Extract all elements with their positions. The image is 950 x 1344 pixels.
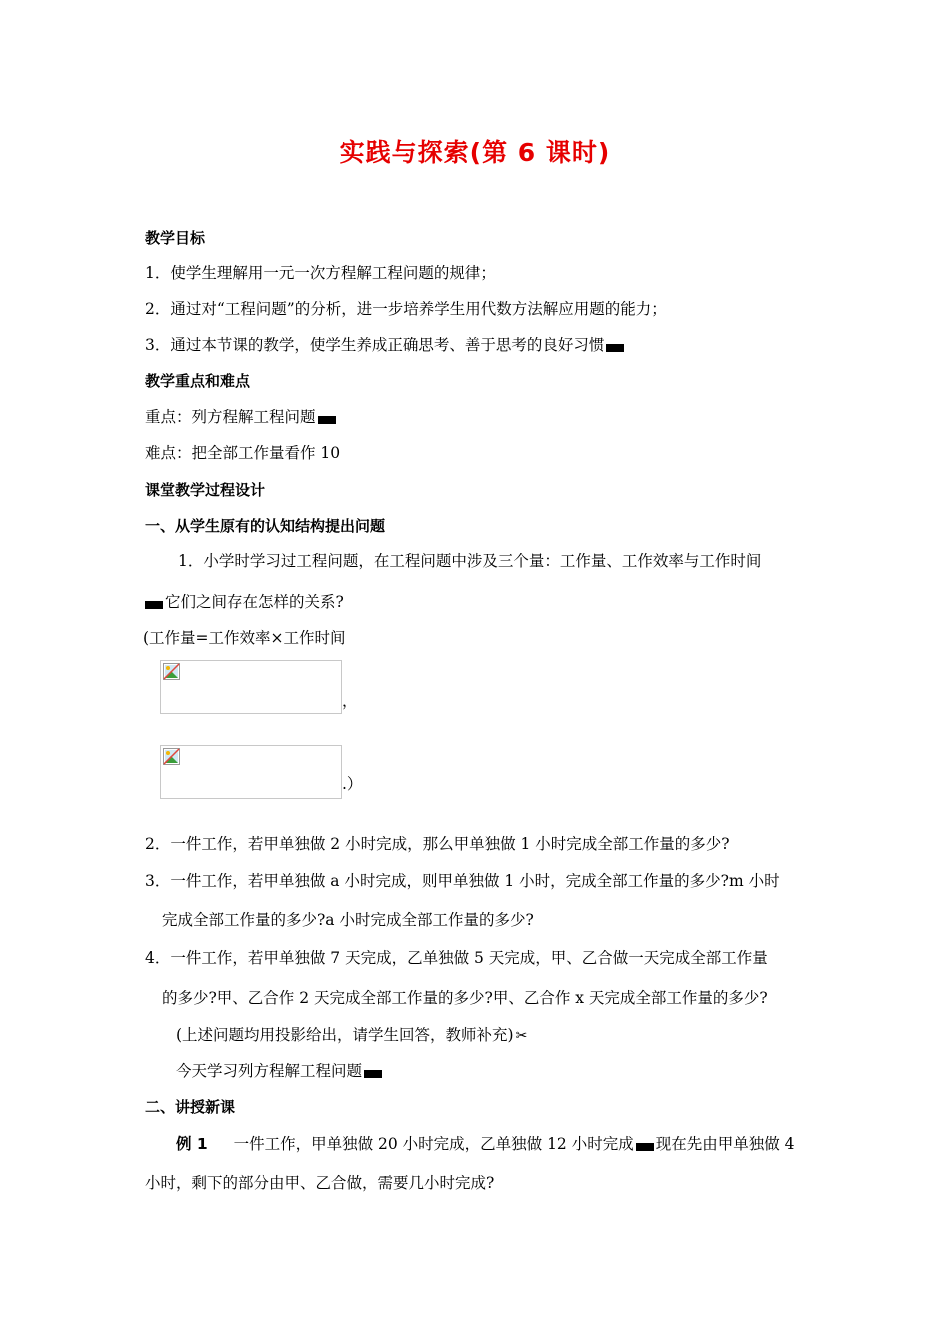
scissor-icon: ✂ [515,1028,528,1044]
goal-item-2: 2．通过对“工程问题”的分析，进一步培养学生用代数方法解应用题的能力； [145,300,667,318]
keypoints-heading: 教学重点和难点 [145,372,251,390]
broken-image-icon [163,748,180,765]
image-2-suffix: .） [342,775,363,793]
image-1-suffix: ， [342,692,358,710]
example-1-line-b: 小时，剩下的部分由甲、乙合做，需要几小时完成? [145,1174,495,1192]
end-mark-icon [606,344,624,352]
part1-heading: 一、从学生原有的认知结构提出问题 [145,517,386,535]
end-mark-icon [636,1143,654,1151]
question-1-line-b [145,591,344,613]
goal-item-3-text: 3．通过本节课的教学，使学生养成正确思考、善于思考的良好习惯 [145,336,605,354]
key-point [145,406,338,428]
formula-image-2 [160,745,342,799]
teacher-note-text: (上述问题均用投影给出，请学生回答，教师补充) [176,1026,514,1044]
goal-item-3 [145,334,626,356]
today-topic [176,1060,384,1082]
page-title: 实践与探索(第 6 课时) [339,138,611,167]
goals-heading: 教学目标 [145,229,206,247]
key-point-text: 重点：列方程解工程问题 [145,408,316,426]
formula-line: (工作量=工作效率×工作时间 [143,629,346,647]
question-4-line-a: 4．一件工作，若甲单独做 7 天完成，乙单独做 5 天完成，甲、乙合做一天完成全部工作量 [145,949,768,967]
example-1-text-a2: 现在先由甲单独做 4 [655,1135,795,1153]
example-1-text-a: 一件工作，甲单独做 20 小时完成，乙单独做 12 小时完成 [233,1135,634,1153]
part2-heading: 二、讲授新课 [145,1098,236,1116]
formula-image-1 [160,660,342,714]
end-mark-icon [145,601,163,609]
difficulty-point: 难点：把全部工作量看作 10 [145,444,341,462]
example-1-line-a [176,1133,795,1155]
question-3-line-a: 3．一件工作，若甲单独做 a 小时完成，则甲单独做 1 小时，完成全部工作量的多少?m 小时 [145,872,780,890]
today-topic-text: 今天学习列方程解工程问题 [176,1062,363,1080]
goal-item-1: 1．使学生理解用一元一次方程解工程问题的规律； [145,264,496,282]
process-heading: 课堂教学过程设计 [145,481,266,499]
question-3-line-b: 完成全部工作量的多少?a 小时完成全部工作量的多少? [162,911,534,929]
example-label: 例 1 [176,1135,208,1153]
question-4-line-b: 的多少?甲、乙合作 2 天完成全部工作量的多少?甲、乙合作 x 天完成全部工作量的多少? [162,989,768,1007]
broken-image-icon [163,663,180,680]
question-1-line-a: 1．小学时学习过工程问题，在工程问题中涉及三个量：工作量、工作效率与工作时间 [178,552,762,570]
question-2: 2．一件工作，若甲单独做 2 小时完成，那么甲单独做 1 小时完成全部工作量的多少? [145,835,730,853]
end-mark-icon [364,1070,382,1078]
end-mark-icon [318,416,336,424]
teacher-note [176,1024,527,1047]
question-1-text-b: 它们之间存在怎样的关系? [165,593,344,611]
